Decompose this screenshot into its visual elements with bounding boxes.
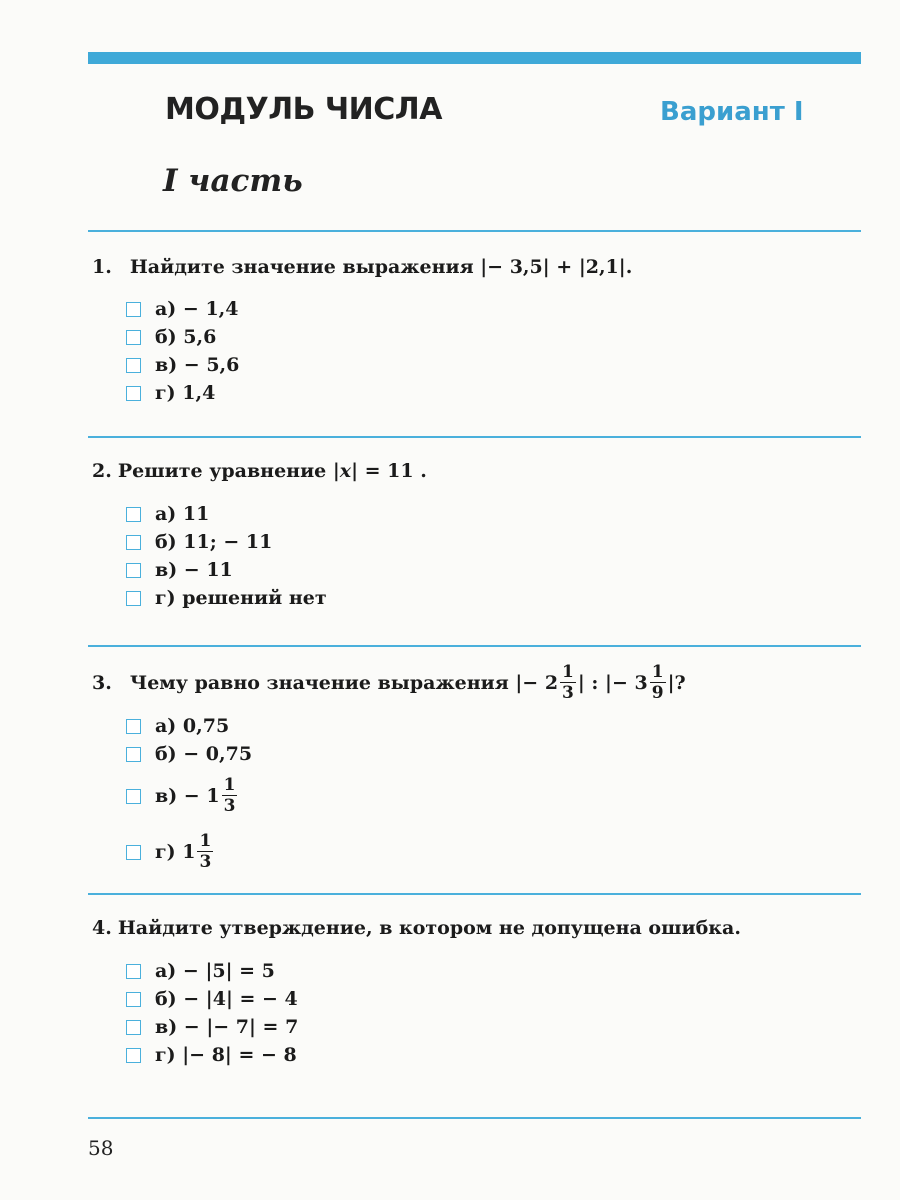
- options-3: [126, 712, 252, 880]
- expr-variable: x: [339, 460, 352, 482]
- divider: [88, 1117, 861, 1119]
- expr-end: |?: [667, 672, 686, 694]
- question-text: Найдите значение выражения: [129, 256, 481, 278]
- checkbox[interactable]: [126, 591, 141, 606]
- checkbox[interactable]: [126, 964, 141, 979]
- checkbox[interactable]: [126, 302, 141, 317]
- question-text: Найдите утверждение, в котором не допущена ошибка.: [117, 917, 741, 939]
- fraction: [650, 664, 666, 702]
- option[interactable]: [126, 1013, 298, 1041]
- fraction-denominator: 3: [223, 796, 236, 816]
- question-text: Решите уравнение: [117, 460, 333, 482]
- checkbox[interactable]: [126, 1020, 141, 1035]
- divider: [88, 230, 861, 232]
- expr-bar: |: [332, 460, 340, 482]
- option-label: в) − 5,6: [155, 354, 240, 376]
- checkbox[interactable]: [126, 563, 141, 578]
- expr-rest: | = 11 .: [351, 460, 427, 482]
- option[interactable]: [126, 584, 327, 612]
- checkbox[interactable]: [126, 789, 141, 804]
- option[interactable]: [126, 295, 239, 323]
- question-number: 2.: [92, 460, 112, 482]
- checkbox[interactable]: [126, 1048, 141, 1063]
- fraction-numerator: 1: [651, 662, 664, 682]
- option-label: а) 0,75: [155, 715, 230, 737]
- option[interactable]: [126, 379, 239, 407]
- option[interactable]: [126, 528, 327, 556]
- question-4: [92, 917, 741, 939]
- fraction-denominator: 3: [199, 852, 212, 872]
- variant-label: Вариант I: [660, 97, 804, 127]
- top-accent-bar: [88, 52, 861, 64]
- checkbox[interactable]: [126, 535, 141, 550]
- option-label: в) − 1: [155, 785, 220, 807]
- fraction-numerator: 1: [199, 831, 212, 851]
- page-title: МОДУЛЬ ЧИСЛА: [165, 92, 442, 127]
- options-2: [126, 500, 327, 612]
- question-number: 1.: [92, 256, 112, 278]
- checkbox[interactable]: [126, 845, 141, 860]
- option[interactable]: [126, 323, 239, 351]
- option-label: б) − 0,75: [155, 743, 253, 765]
- checkbox[interactable]: [126, 719, 141, 734]
- option-label: б) 11; − 11: [155, 531, 273, 553]
- expr-part-a: |− 2: [515, 672, 559, 694]
- option-label: г) 1,4: [155, 382, 216, 404]
- option[interactable]: [126, 556, 327, 584]
- option[interactable]: [126, 351, 239, 379]
- question-1: [92, 256, 632, 278]
- option-label: б) 5,6: [155, 326, 217, 348]
- fraction-numerator: 1: [562, 662, 574, 682]
- part-heading: I часть: [163, 163, 303, 199]
- fraction-denominator: 9: [651, 683, 664, 703]
- fraction-numerator: 1: [223, 775, 236, 795]
- page-number: 58: [88, 1136, 114, 1160]
- options-4: [126, 957, 298, 1069]
- divider: [88, 436, 861, 438]
- option[interactable]: [126, 500, 327, 528]
- question-number: 3.: [92, 672, 112, 694]
- fraction: [197, 833, 213, 871]
- divider: [88, 645, 861, 647]
- option[interactable]: [126, 957, 298, 985]
- option[interactable]: [126, 740, 252, 768]
- checkbox[interactable]: [126, 507, 141, 522]
- option-label: а) − |5| = 5: [155, 960, 275, 982]
- checkbox[interactable]: [126, 747, 141, 762]
- option-label: а) 11: [155, 503, 210, 525]
- option[interactable]: [126, 824, 252, 880]
- expr-mid: | : |− 3: [577, 672, 648, 694]
- option-label: г) 1: [155, 841, 196, 863]
- option-label: в) − 11: [155, 559, 233, 581]
- checkbox[interactable]: [126, 330, 141, 345]
- question-punct: .: [625, 256, 633, 278]
- question-expression: |− 3,5| + |2,1|: [480, 256, 626, 278]
- option-label: г) решений нет: [155, 587, 327, 609]
- option[interactable]: [126, 712, 252, 740]
- option-label: б) − |4| = − 4: [155, 988, 298, 1010]
- checkbox[interactable]: [126, 386, 141, 401]
- question-text: Чему равно значение выражения: [129, 672, 516, 694]
- option-label: г) |− 8| = − 8: [155, 1044, 297, 1066]
- checkbox[interactable]: [126, 992, 141, 1007]
- option-label: а) − 1,4: [155, 298, 239, 320]
- fraction: [560, 664, 576, 702]
- question-2: [92, 460, 427, 482]
- fraction: [222, 777, 238, 815]
- options-1: [126, 295, 239, 407]
- fraction-denominator: 3: [562, 683, 574, 703]
- divider: [88, 893, 861, 895]
- option[interactable]: [126, 768, 252, 824]
- checkbox[interactable]: [126, 358, 141, 373]
- option[interactable]: [126, 1041, 298, 1069]
- question-number: 4.: [92, 917, 112, 939]
- option[interactable]: [126, 985, 298, 1013]
- question-3: [92, 664, 686, 702]
- option-label: в) − |− 7| = 7: [155, 1016, 299, 1038]
